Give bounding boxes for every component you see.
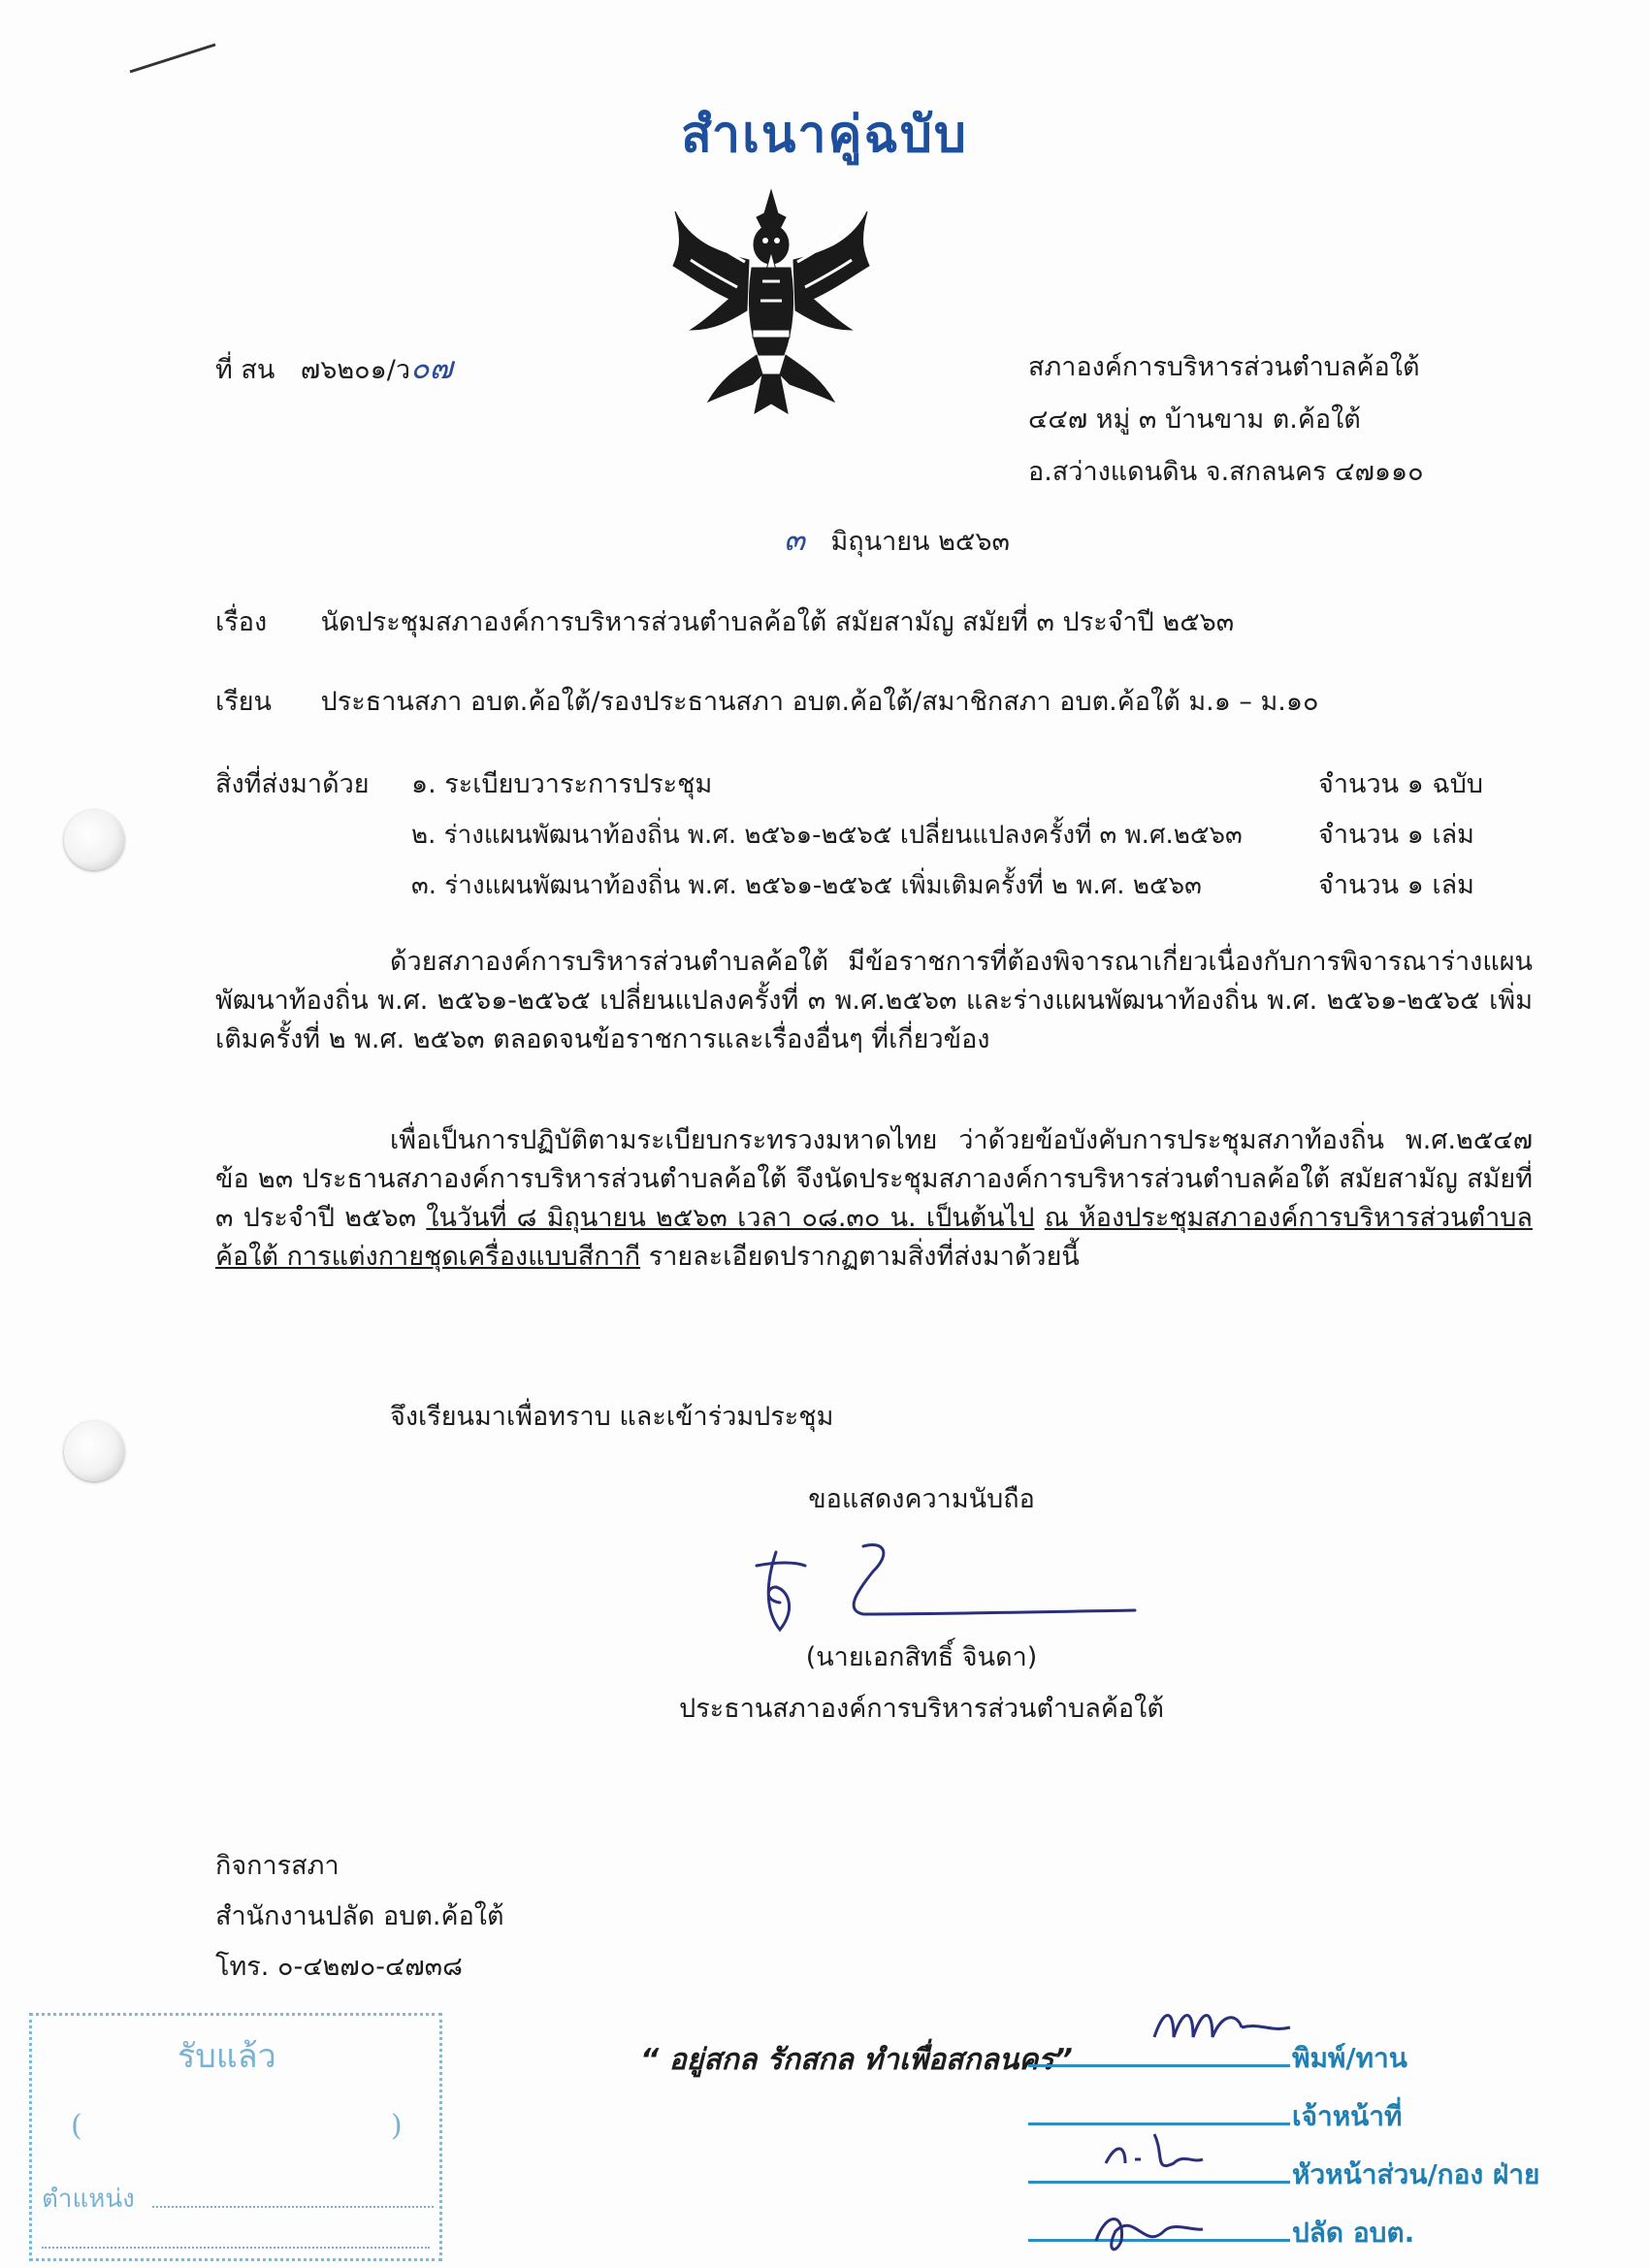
enclosure-qty: จำนวน ๑ เล่ม [1318,820,1474,850]
recipient-text: ประธานสภา อบต.ค้อใต้/รองประธานสภา อบต.ค้อใต้/สมาชิกสภา อบต.ค้อใต้ ม.๑ – ม.๑๐ [320,687,1319,717]
initials-mark-icon [1086,2202,1212,2260]
enclosure-text: ๓. ร่างแผนพัฒนาท้องถิ่น พ.ศ. ๒๕๖๑-๒๕๖๕ เพิ่มเติมครั้งที่ ๒ พ.ศ. ๒๕๖๓ [411,871,1202,900]
enclosure-qty: จำนวน ๑ ฉบับ [1318,769,1484,799]
body-paragraph-2-text: เพื่อเป็นการปฏิบัติตามระเบียบกระทรวงมหาดไทย ว่าด้วยข้อบังคับการประชุมสภาท้องถิ่น พ.ศ.๒๕๔๗ ข้อ ๒๓ ประธานสภาองค์การบริหารส่วนตำบลค้อใต้ จึงนัดประชุมสภาองค์การบริหารส่วนตำบลค้อใต้ สมัยสามัญ สมัยที่ ๓ ประจำปี ๒๕๖๓ [215,1125,1533,1233]
body-paragraph-1-text: ด้วยสภาองค์การบริหารส่วนตำบลค้อใต้ มีข้อราชการที่ต้องพิจารณาเกี่ยวเนื่องกับการพิจารณาร่างแผนพัฒนาท้องถิ่น พ.ศ. ๒๕๖๑-๒๕๖๕ เปลี่ยนแปลงครั้งที่ ๓ พ.ศ.๒๕๖๓ และร่างแผนพัฒนาท้องถิ่น พ.ศ. ๒๕๖๑-๒๕๖๕ เพิ่มเติมครั้งที่ ๒ พ.ศ. ๒๕๖๓ ตลอดจนข้อราชการและเรื่องอื่นๆ ที่เกี่ยวข้อง [215,947,1533,1054]
enclosure-qty: จำนวน ๑ เล่ม [1318,870,1474,900]
received-stamp-position-line [152,2206,434,2208]
contact-block [215,1848,504,1986]
meeting-datetime: ในวันที่ ๘ มิถุนายน ๒๕๖๓ เวลา ๐๘.๓๐ น. เป็นต้นไป [426,1203,1035,1233]
reference-number [215,349,453,389]
received-stamp-title: รับแล้ว [178,2037,276,2076]
received-stamp-date-line [42,2247,430,2249]
signoff-label-head: หัวหน้าส่วน/กอง ฝ่าย [1292,2158,1540,2190]
contact-office: สำนักงานปลัด อบต.ค้อใต้ [215,1901,504,1931]
staple-mark-icon [126,39,223,78]
contact-dept: กิจการสภา [215,1851,340,1881]
enclosure-item [411,766,1536,803]
date-handwritten-day: ๓ [784,521,805,558]
body-paragraph-3: จึงเรียนมาเพื่อทราบ และเข้าร่วมประชุม [390,1402,834,1432]
subject-text: นัดประชุมสภาองค์การบริหารส่วนตำบลค้อใต้ สมัยสามัญ สมัยที่ ๓ ประจำปี ๒๕๖๓ [320,607,1235,637]
date-month-year: มิถุนายน ๒๕๖๓ [830,527,1010,557]
subject-label: เรื่อง [215,607,268,637]
body-paragraph-2 [215,1121,1533,1277]
punch-hole-bottom [64,1421,124,1481]
recipient-label: เรียน [215,687,273,717]
signatory-position: ประธานสภาองค์การบริหารส่วนตำบลค้อใต้ [679,1694,1164,1724]
reference-handwritten: ๐๗ [410,349,453,386]
sender-line-2: ๔๔๗ หมู่ ๓ บ้านขาม ต.ค้อใต้ [1028,405,1361,435]
body-paragraph-2-end: รายละเอียดปรากฏตามสิ่งที่ส่งมาด้วยนี้ [648,1242,1080,1272]
sender-line-3: อ.สว่างแดนดิน จ.สกลนคร ๔๗๑๑๐ [1028,457,1424,487]
letter-date [784,521,1010,561]
signoff-label-type: พิมพ์/ทาน [1292,2042,1407,2074]
signoff-label-officer: เจ้าหน้าที่ [1292,2100,1403,2132]
received-stamp-paren-right: ) [391,2109,403,2143]
garuda-emblem-icon [669,184,873,427]
recipient-line [215,684,1319,721]
closing-regards: ขอแสดงความนับถือ [808,1484,1035,1514]
meeting-venue-dress: ณ ห้องประชุมสภาองค์การบริหารส่วนตำบลค้อใต้ การแต่งกายชุดเครื่องแบบสีกากี [215,1203,1533,1272]
signoff-line [1028,2064,1290,2067]
received-stamp-paren-left: ( [71,2109,82,2143]
reference-code: ๗๖๒๐๑/ว [300,355,411,385]
reference-prefix: ที่ สน [215,355,275,385]
body-paragraph-1 [215,943,1533,1059]
contact-phone: โทร. ๐-๔๒๗๐-๔๗๓๘ [215,1952,463,1982]
signoff-label-clerk: ปลัด อบต. [1292,2217,1415,2249]
received-stamp-position-label: ตำแหน่ง [42,2185,135,2214]
enclosure-text: ๑. ระเบียบวาระการประชุม [411,769,713,799]
sender-address [1028,349,1424,491]
enclosure-item [411,867,1536,904]
signatory-name: (นายเอกสิทธิ์ จินดา) [805,1642,1038,1672]
subject-line [215,604,1234,641]
copy-stamp: สำเนาคู่ฉบับ [681,106,968,164]
signature-icon [737,1533,1145,1649]
punch-hole-top [64,810,124,870]
initials-mark-icon [1096,2124,1212,2183]
enclosure-item [411,817,1536,854]
enclosures-label: สิ่งที่ส่งมาด้วย [215,769,370,799]
enclosure-text: ๒. ร่างแผนพัฒนาท้องถิ่น พ.ศ. ๒๕๖๑-๒๕๖๕ เปลี่ยนแปลงครั้งที่ ๓ พ.ศ.๒๕๖๓ [411,821,1243,850]
received-stamp [29,2013,442,2261]
motto: “ อยู่สกล รักสกล ทำเพื่อสกลนคร” [640,2043,1073,2077]
sender-line-1: สภาองค์การบริหารส่วนตำบลค้อใต้ [1028,352,1420,382]
